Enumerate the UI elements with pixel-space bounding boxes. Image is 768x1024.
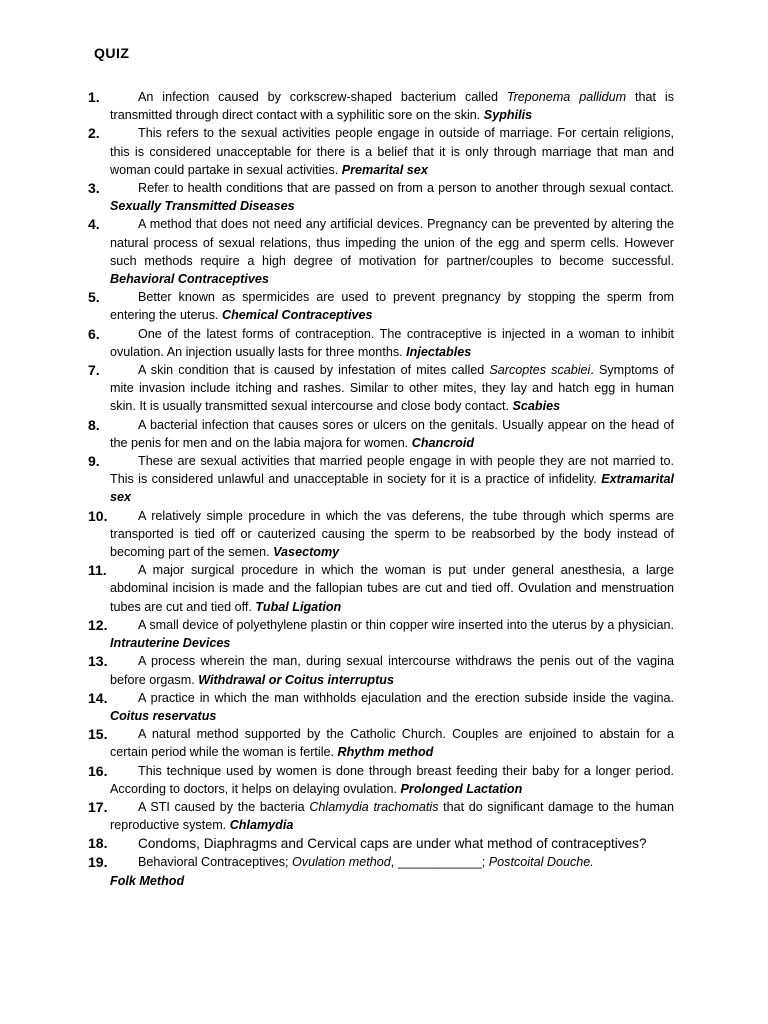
- answer-text: Premarital sex: [341, 162, 428, 177]
- question-number: 5.: [88, 289, 100, 306]
- question-text: An infection caused by corkscrew-shaped bacterium called: [138, 90, 507, 104]
- question-item: [88, 507, 674, 562]
- question-text: Condoms, Diaphragms and Cervical caps are under what method of contraceptives?: [138, 836, 647, 852]
- answer-text: Folk Method: [110, 873, 185, 888]
- italic-term: Ovulation method: [292, 855, 391, 870]
- question-text: Behavioral Contraceptives;: [138, 855, 293, 870]
- question-text: A major surgical procedure in which the woman is put under general anesthesia, a large abdominal incision is made and the fallopian tubes are cut and tied off. Ovulation and menstruation tubes are cut and tied off.: [110, 563, 674, 614]
- question-number: 12.: [88, 616, 108, 633]
- question-number: 18.: [88, 835, 108, 852]
- question-number: 10.: [88, 507, 108, 524]
- question-text: A natural method supported by the Catholic Church. Couples are enjoined to abstain for a certain period while the woman is fertile.: [110, 727, 674, 760]
- question-number: 8.: [88, 416, 100, 433]
- question-item: [88, 361, 674, 416]
- question-number: 4.: [88, 216, 100, 233]
- question-text: This refers to the sexual activities people engage in outside of marriage. For certain religions, this is considered unacceptable for there is a belief that it is only through marriage that man and woman could partake in sexual activities.: [110, 126, 674, 177]
- answer-text: Tubal Ligation: [255, 599, 342, 614]
- answer-text: Vasectomy: [273, 545, 340, 560]
- answer-text: Coitus reservatus: [110, 708, 217, 723]
- question-item: [88, 853, 674, 889]
- question-list: [88, 88, 674, 890]
- question-text: Refer to health conditions that are passed on from a person to another through sexual contact.: [138, 181, 674, 196]
- question-number: 15.: [88, 726, 108, 743]
- question-number: 13.: [88, 653, 108, 670]
- question-item: [88, 88, 674, 124]
- question-text: that is transmitted through direct contact with a syphilitic sore on the skin.: [110, 90, 674, 123]
- italic-term: Postcoital Douche.: [488, 855, 594, 870]
- question-text: A practice in which the man withholds ejaculation and the erection subside inside the vagina.: [138, 690, 674, 705]
- question-item: [88, 215, 674, 288]
- answer-text: Extramarital sex: [110, 472, 674, 505]
- question-item: [88, 452, 674, 507]
- question-text: A skin condition that is caused by infestation of mites called: [138, 363, 490, 378]
- question-number: 7.: [88, 362, 100, 379]
- italic-term: Sarcoptes scabiei: [489, 363, 591, 378]
- question-item: [88, 616, 674, 652]
- question-item: [88, 124, 674, 179]
- question-text: A process wherein the man, during sexual intercourse withdraws the penis out of the vagina before orgasm.: [110, 654, 674, 687]
- question-number: 3.: [88, 180, 100, 197]
- question-text: A relatively simple procedure in which the vas deferens, the tube through which sperms are transported is tied off or cauterized causing the sperm to be reabsorbed by the body instead of becoming part of the semen.: [110, 508, 674, 560]
- question-item: [88, 561, 674, 616]
- question-number: 19.: [88, 854, 108, 871]
- italic-term: Chlamydia trachomatis: [309, 799, 439, 814]
- question-number: 17.: [88, 798, 108, 815]
- page-title: QUIZ: [94, 45, 130, 61]
- question-text: A method that does not need any artificial devices. Pregnancy can be prevented by altering the natural process of sexual relations, thus impeding the union of the egg and sperm cells. However such methods require a high degree of motivation for partner/couples to become successful.: [110, 217, 674, 268]
- question-item: [88, 762, 674, 798]
- question-item: [88, 689, 674, 725]
- question-number: 16.: [88, 762, 108, 779]
- answer-text: Behavioral Contraceptives: [110, 272, 269, 287]
- answer-text: Chemical Contraceptives: [222, 308, 373, 323]
- question-number: 2.: [88, 125, 100, 142]
- question-number: 14.: [88, 689, 108, 706]
- answer-text: Prolonged Lactation: [400, 781, 523, 796]
- question-text: A small device of polyethylene plastin or thin copper wire inserted into the uterus by a physician.: [138, 617, 674, 632]
- question-item: [88, 652, 674, 688]
- question-item: [88, 834, 674, 853]
- question-item: [88, 798, 674, 834]
- question-number: 11.: [88, 562, 107, 579]
- answer-text: Intrauterine Devices: [110, 636, 231, 651]
- question-text: One of the latest forms of contraception. The contraceptive is injected in a woman to inhibit ovulation. An injection usually lasts for three months.: [110, 326, 674, 359]
- question-text: . Symptoms of mite invasion include itching and rashes. Similar to other mites, they lay and hatch egg in human skin. It is usually transmitted sexual intercourse and close body contact.: [110, 363, 675, 414]
- question-text: These are sexual activities that married people engage in with people they are not married to. This is considered unlawful and unacceptable in society for it is a practice of infidelity.: [110, 454, 674, 487]
- question-number: 9.: [88, 453, 100, 470]
- question-number: 1.: [88, 89, 100, 105]
- answer-text: Scabies: [512, 399, 561, 414]
- italic-term: Treponema pallidum: [506, 90, 627, 104]
- answer-text: Syphilis: [483, 108, 533, 123]
- question-number: 6.: [88, 325, 100, 342]
- question-item: [88, 725, 674, 761]
- answer-text: Chlamydia: [229, 818, 294, 833]
- question-text: that do significant damage to the human reproductive system.: [110, 799, 674, 833]
- question-item: [88, 288, 674, 324]
- answer-text: Withdrawal or Coitus interruptus: [198, 672, 394, 687]
- question-item: [88, 325, 674, 361]
- answer-text: Sexually Transmitted Diseases: [110, 199, 295, 214]
- question-text: Better known as spermicides are used to prevent pregnancy by stopping the sperm from entering the uterus.: [110, 290, 674, 323]
- answer-text: Rhythm method: [337, 745, 434, 760]
- question-text: A STI caused by the bacteria: [138, 799, 310, 814]
- answer-text: Injectables: [406, 344, 472, 359]
- question-item: [88, 179, 674, 215]
- question-text: , ____________;: [390, 855, 489, 870]
- question-text: This technique used by women is done through breast feeding their baby for a longer period. According to doctors, it helps on delaying ovulation.: [110, 763, 674, 796]
- answer-text: Chancroid: [411, 435, 475, 450]
- question-text: A bacterial infection that causes sores or ulcers on the genitals. Usually appear on the head of the penis for men and on the labia majora for women.: [110, 417, 674, 450]
- question-item: [88, 416, 674, 452]
